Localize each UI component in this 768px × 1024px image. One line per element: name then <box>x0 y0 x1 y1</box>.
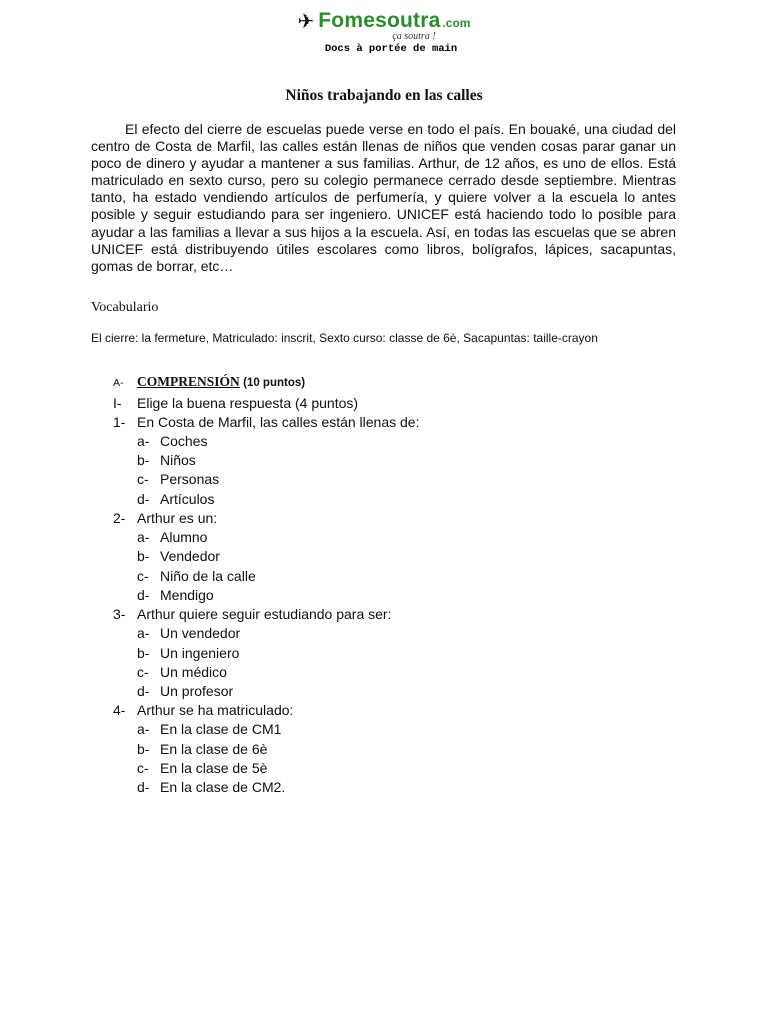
option-text: Niños <box>160 452 196 468</box>
logo-slogan: ça soutra ! <box>392 31 436 42</box>
option-3c <box>137 663 227 682</box>
section-heading <box>113 374 305 390</box>
option-marker: d- <box>137 683 150 699</box>
option-marker: b- <box>137 645 150 661</box>
option-marker: c- <box>137 471 149 487</box>
option-text: Un vendedor <box>160 625 241 641</box>
logo-tagline: Docs à portée de main <box>324 43 458 55</box>
option-2b <box>137 547 220 566</box>
section-name: COMPRENSIÓN <box>137 374 240 389</box>
option-4d <box>137 778 285 797</box>
logo-name: Fomesoutra <box>318 9 441 32</box>
document-title: Niños trabajando en las calles <box>285 87 483 104</box>
question-2 <box>113 509 217 528</box>
option-1b <box>137 451 196 470</box>
question-text: Arthur quiere seguir estudiando para ser: <box>137 606 392 622</box>
option-4c <box>137 759 267 778</box>
question-marker: 1- <box>113 414 126 430</box>
reading-paragraph: El efecto del cierre de escuelas puede verse en todo el país. En bouaké, una ciudad del centro de Costa de Marfil, las calles están llenas de niños que venden cosas parar ganar un poco de dinero y ayudar a mantener a sus familias. Arthur, de 12 años, es uno de ellos. Está matriculado en sexto curso, pero su colegio permanece cerrado desde septiembre. Mientras tanto, ha estado vendiendo artículos de perfumería, y quiere volver a la escuela lo antes posible y seguir estudiando para ser ingeniero. UNICEF está haciendo todo lo posible para ayudar a las familias a llevar a sus hijos a la escuela. Así, en todas las escuelas que se abren UNICEF está distribuyendo útiles escolares como libros, bolígrafos, lápices, sacapuntas, gomas de borrar, etc… <box>91 121 676 274</box>
option-text: Un profesor <box>160 683 234 699</box>
question-marker: 2- <box>113 510 126 526</box>
option-marker: b- <box>137 548 150 564</box>
question-text: Arthur es un: <box>137 510 218 526</box>
option-marker: c- <box>137 568 149 584</box>
option-marker: c- <box>137 760 149 776</box>
option-2a <box>137 528 207 547</box>
option-text: Vendedor <box>160 548 220 564</box>
option-text: Mendigo <box>160 587 214 603</box>
option-1c <box>137 470 219 489</box>
runner-icon: ✈ <box>297 9 315 33</box>
option-3d <box>137 682 233 701</box>
question-text: Arthur se ha matriculado: <box>137 702 294 718</box>
option-2d <box>137 586 214 605</box>
option-text: En la clase de 5è <box>160 760 268 776</box>
option-text: Coches <box>160 433 208 449</box>
site-logo[interactable] <box>0 10 768 55</box>
option-marker: c- <box>137 664 149 680</box>
option-text: Un ingeniero <box>160 645 240 661</box>
option-text: Niño de la calle <box>160 568 256 584</box>
section-letter: A- <box>113 377 124 389</box>
option-marker: a- <box>137 625 150 641</box>
option-text: Personas <box>160 471 220 487</box>
question-text: En Costa de Marfil, las calles están llenas de: <box>137 414 420 430</box>
vocabulary-text: El cierre: la fermeture, Matriculado: inscrit, Sexto curso: classe de 6è, Sacapuntas: taille-crayon <box>91 331 598 345</box>
option-4b <box>137 740 267 759</box>
question-marker: 3- <box>113 606 126 622</box>
question-3 <box>113 605 391 624</box>
option-marker: d- <box>137 779 150 795</box>
option-3a <box>137 624 240 643</box>
part-label: Elige la buena respuesta (4 puntos) <box>137 395 359 411</box>
option-marker: d- <box>137 587 150 603</box>
option-marker: a- <box>137 529 150 545</box>
question-1 <box>113 413 419 432</box>
question-4 <box>113 701 293 720</box>
instruction-line <box>113 394 358 413</box>
option-text: En la clase de CM1 <box>160 721 282 737</box>
option-1a <box>137 432 207 451</box>
option-4a <box>137 720 281 739</box>
logo-domain: .com <box>442 16 471 30</box>
part-marker: I- <box>113 395 122 411</box>
option-marker: d- <box>137 491 150 507</box>
option-marker: a- <box>137 433 150 449</box>
question-marker: 4- <box>113 702 126 718</box>
option-marker: b- <box>137 452 150 468</box>
option-marker: b- <box>137 741 150 757</box>
option-text: Artículos <box>160 491 215 507</box>
vocabulary-heading: Vocabulario <box>91 300 159 315</box>
option-3b <box>137 644 239 663</box>
option-1d <box>137 490 214 509</box>
option-marker: a- <box>137 721 150 737</box>
option-text: En la clase de 6è <box>160 741 268 757</box>
option-text: Alumno <box>160 529 208 545</box>
section-points: (10 puntos) <box>243 377 306 389</box>
option-text: Un médico <box>160 664 227 680</box>
option-2c <box>137 567 256 586</box>
option-text: En la clase de CM2. <box>160 779 286 795</box>
